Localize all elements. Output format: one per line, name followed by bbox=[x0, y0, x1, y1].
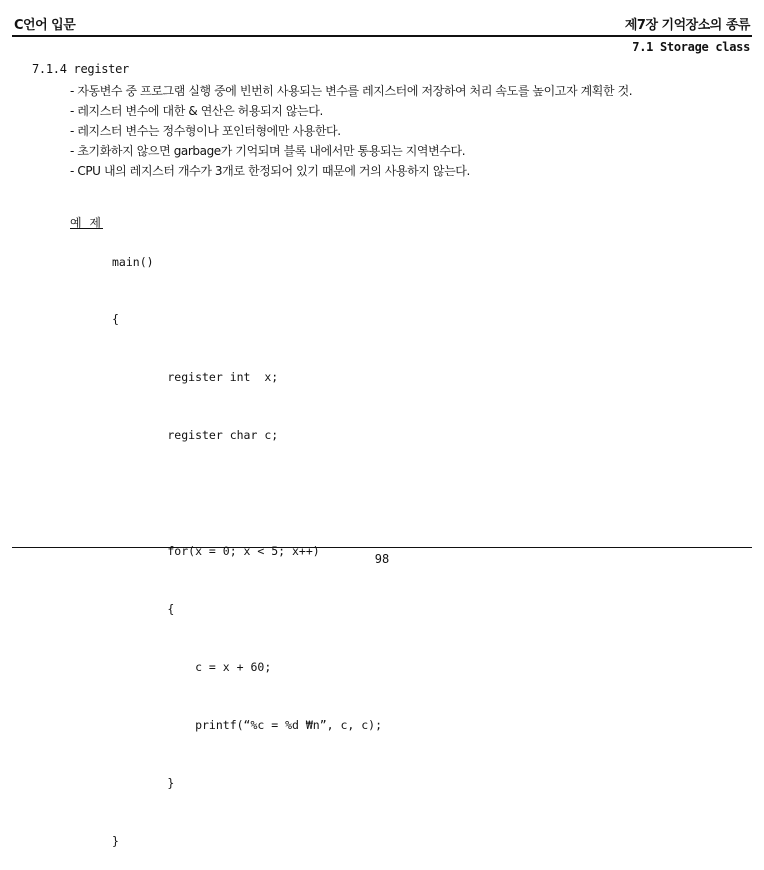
page-number: 98 bbox=[374, 552, 390, 566]
code-line: { bbox=[112, 312, 119, 327]
code-line: main() bbox=[112, 254, 154, 269]
code-line: printf(“%c = %d ₩n”, c, c); bbox=[112, 717, 383, 732]
footer-divider bbox=[12, 547, 752, 548]
code-line: } bbox=[112, 833, 119, 848]
bullet-item: - 자동변수 중 프로그램 실행 중에 빈번히 사용되는 변수를 레지스터에 저장하여 처리 속도를 높이고자 계획한 것. bbox=[70, 84, 633, 98]
code-line: register int x; bbox=[112, 370, 279, 385]
bullet-item: - 레지스터 변수에 대한 & 연산은 허용되지 않는다. bbox=[70, 104, 323, 118]
section-title: 7.1.4 register bbox=[32, 62, 129, 76]
chapter-title: 제7장 기억장소의 종류 bbox=[624, 18, 750, 33]
example-label: 예 제 bbox=[70, 216, 103, 230]
book-title: C언어 입문 bbox=[14, 18, 76, 33]
code-line bbox=[112, 484, 382, 503]
header-divider bbox=[12, 35, 752, 37]
bullet-list bbox=[70, 81, 730, 181]
bullet-item: - 레지스터 변수는 정수형이나 포인터형에만 사용한다. bbox=[70, 124, 341, 138]
code-line: } bbox=[112, 775, 175, 790]
code-line: register char c; bbox=[112, 428, 279, 443]
code-block bbox=[112, 214, 382, 870]
section-reference: 7.1 Storage class bbox=[632, 40, 750, 54]
code-line: { bbox=[112, 601, 175, 616]
bullet-item: - 초기화하지 않으면 garbage가 기억되며 블록 내에서만 통용되는 지역변수다. bbox=[70, 144, 466, 158]
code-line: for(x = 0; x < 5; x++) bbox=[112, 544, 320, 559]
code-line: c = x + 60; bbox=[112, 659, 272, 674]
bullet-item: - CPU 내의 레지스터 개수가 3개로 한정되어 있기 때문에 거의 사용하지 않는다. bbox=[70, 164, 470, 178]
